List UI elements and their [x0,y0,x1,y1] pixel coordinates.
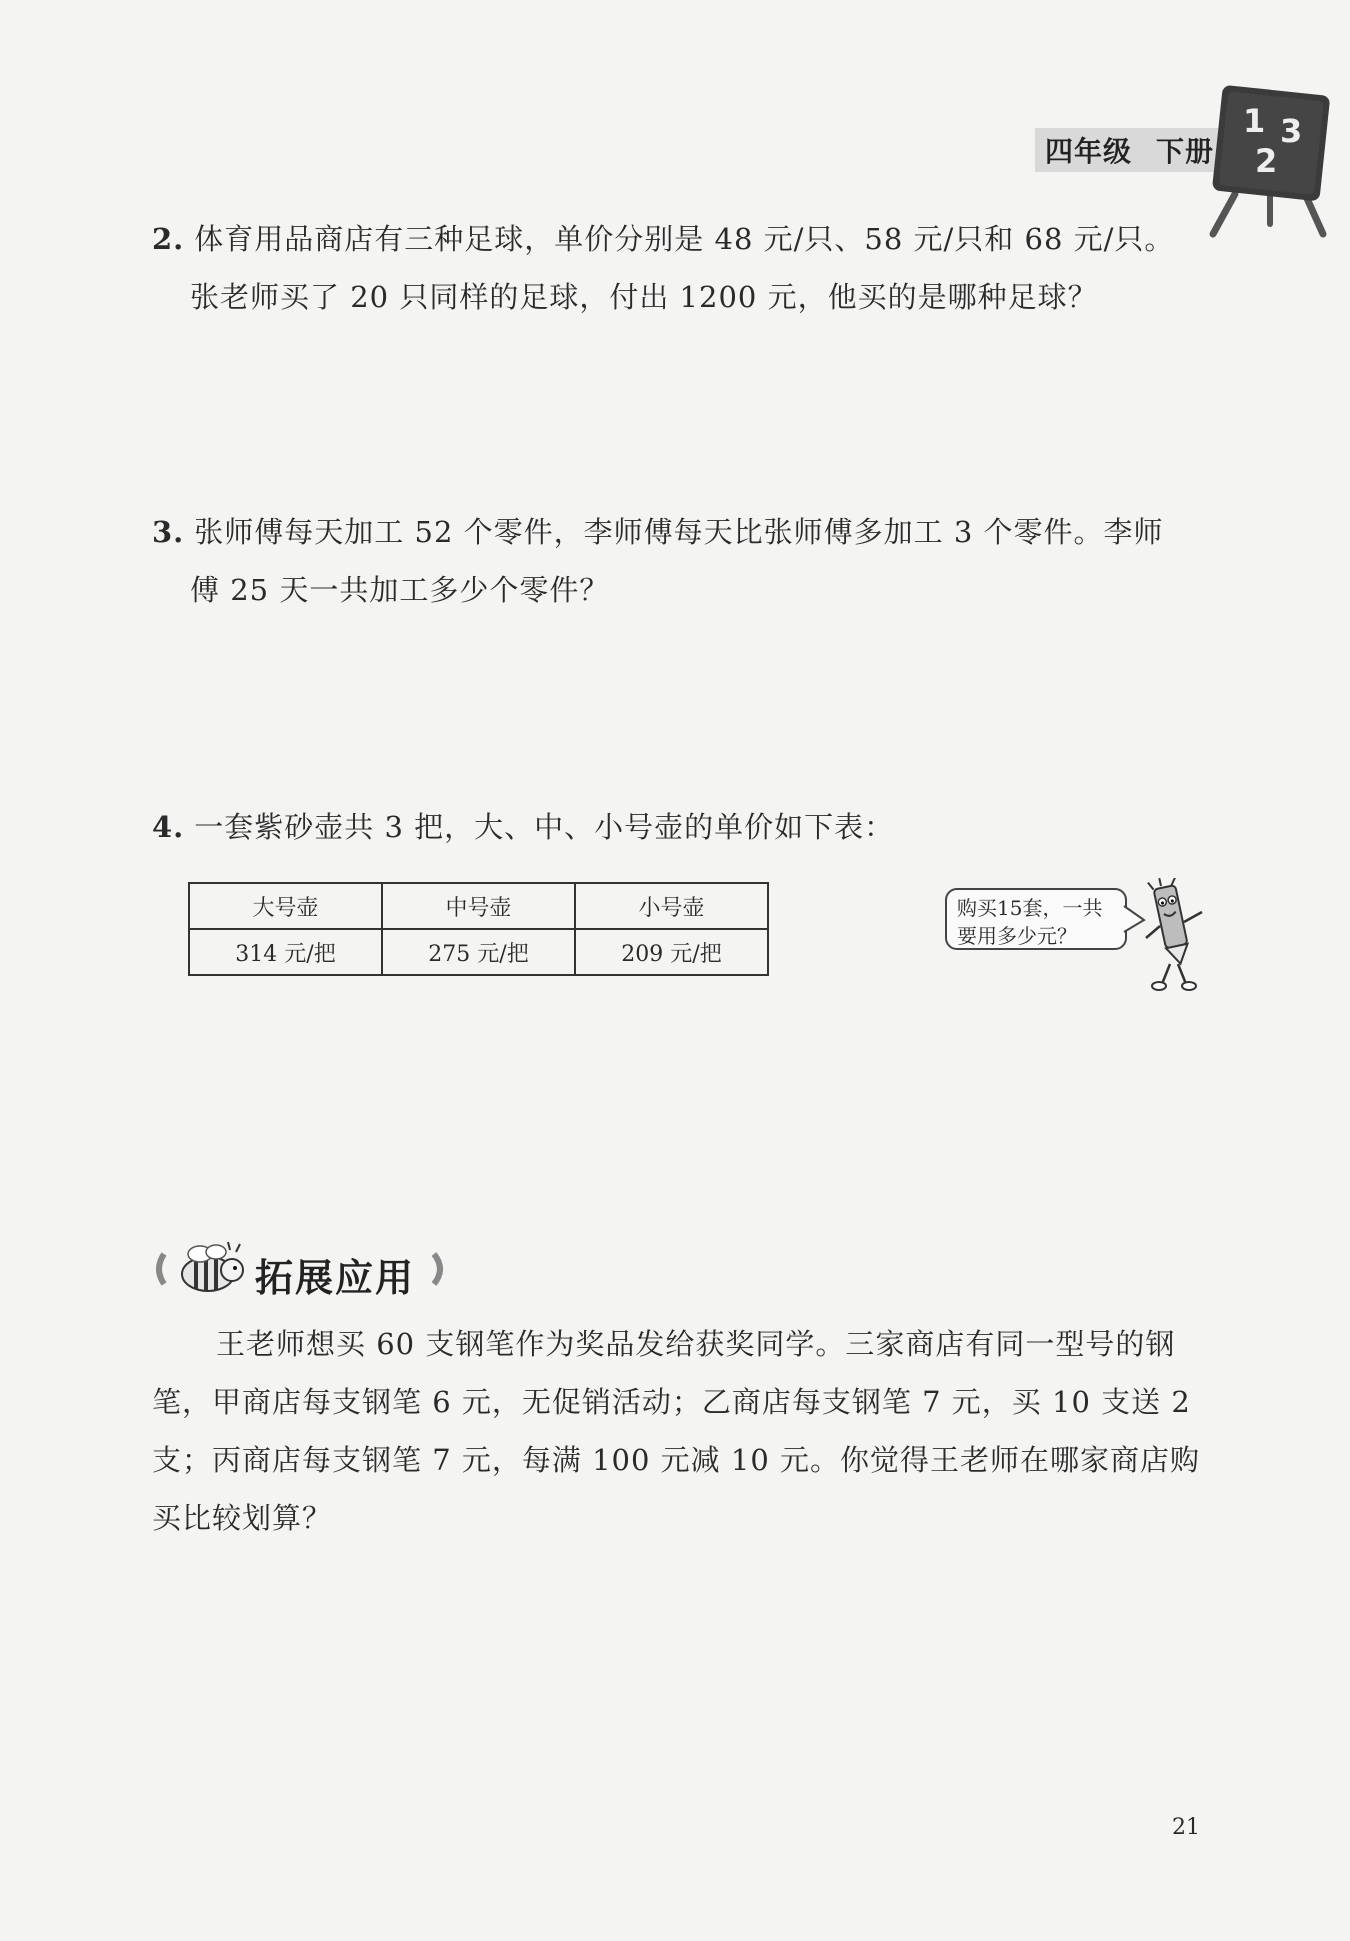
extension-text: 王老师想买 60 支钢笔作为奖品发给获奖同学。三家商店有同一型号的钢笔，甲商店每支钢笔 6 元，无促销活动；乙商店每支钢笔 7 元，买 10 支送 2 支；丙商店每支钢笔 7 元，每满 100 元减 10 元。你觉得王老师在哪家商店购买比较划算？ [152,1327,1201,1535]
question-text-line2: 傅 25 天一共加工多少个零件？ [190,573,610,607]
bubble-line2: 要用多少元？ [957,924,1077,948]
question-text-line1: 张师傅每天加工 52 个零件，李师傅每天比张师傅多加工 3 个零件。李师 [194,515,1164,549]
table-header-cell: 中号壶 [382,883,575,929]
badge-digit-1: 1 [1243,102,1266,140]
table-cell: 209 元/把 [575,929,768,975]
table-row [189,929,768,975]
table-header-row [189,883,768,929]
question-text-line2: 张老师买了 20 只同样的足球，付出 1200 元，他买的是哪种足球？ [190,280,1098,314]
question-text-line1: 体育用品商店有三种足球，单价分别是 48 元/只、58 元/只和 68 元/只。 [194,222,1175,256]
table-header-cell: 小号壶 [575,883,768,929]
bee-icon [182,1242,243,1291]
bubble-line1: 购买15套，一共 [957,896,1103,920]
volume-text: 下册 [1156,135,1215,168]
pencil-character-icon [1140,878,1210,993]
blackboard-badge-icon [1205,84,1335,244]
table-cell: 275 元/把 [382,929,575,975]
grade-label [1035,128,1224,172]
badge-digit-2: 2 [1255,142,1278,180]
grade-text: 四年级 [1045,135,1133,168]
table-header-cell: 大号壶 [189,883,382,929]
question-4 [152,798,1212,856]
badge-digit-3: 3 [1280,112,1303,150]
question-number: 2. [152,222,185,256]
page-number: 21 [1172,1815,1200,1840]
table-cell: 314 元/把 [189,929,382,975]
question-2 [152,210,1212,326]
extension-problem [152,1315,1212,1547]
question-3 [152,503,1212,619]
speech-bubble [945,888,1127,950]
question-number: 4. [152,810,185,844]
question-text-line1: 一套紫砂壶共 3 把，大、中、小号壶的单价如下表： [194,810,895,844]
question-number: 3. [152,515,185,549]
teapot-price-table [188,882,769,976]
extension-title: 拓展应用 [255,1256,416,1300]
